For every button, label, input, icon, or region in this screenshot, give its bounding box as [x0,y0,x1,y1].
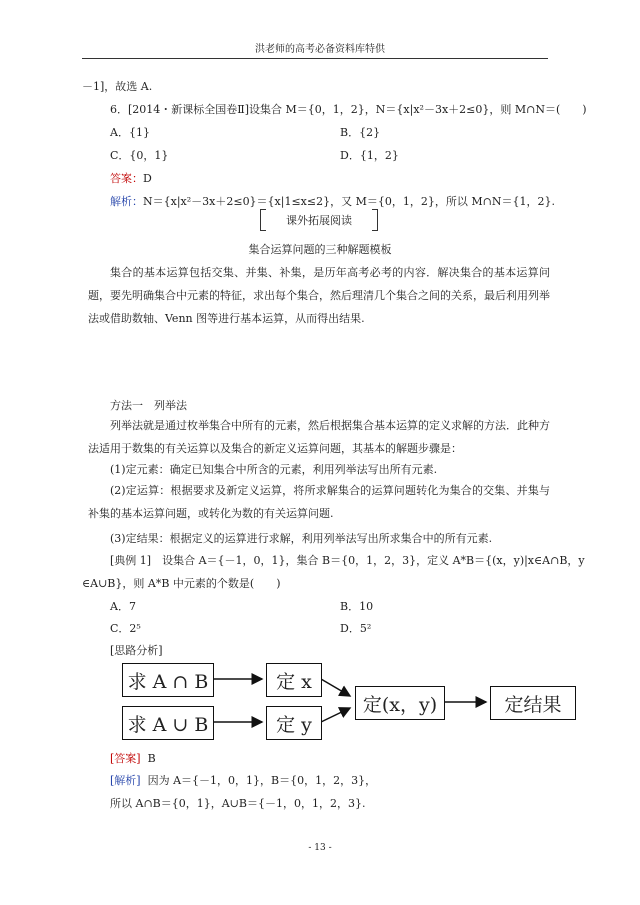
extension-intro: 集合的基本运算包括交集、并集、补集，是历年高考必考的内容．解决集合的基本运算问题，要先明确集合中元素的特征，求出每个集合，然后理清几个集合之间的关系，最后利用列举法或借助数轴、Venn 图等进行基本运算，从而得出结果. [88,266,550,325]
answer-label: 答案： [110,172,143,185]
example-1-line-2: ∈A∪B}，则 A*B 中元素的个数是( ) [82,577,281,590]
q6-option-b: B．{2} [340,126,381,139]
page-header: 洪老师的高考必备资料库特供 [255,44,385,55]
solution-answer [110,750,156,766]
analysis-text: N＝{x|x²－3x＋2≤0}＝{x|1≤x≤2}，又 M＝{0，1，2}，所以 M∩N＝{1，2}. [143,195,555,208]
extension-title: 集合运算问题的三种解题模板 [248,243,392,256]
solution-analysis-line-1 [110,772,376,788]
flow-box-union: 求 A ∪ B [122,706,214,740]
flow-box-intersection: 求 A ∩ B [122,663,214,697]
question-6-stem: 6．[2014・新课标全国卷Ⅱ]设集合 M＝{0，1，2}，N＝{x|x²－3x＋2≤0}，则 M∩N＝( ) [110,103,587,116]
method-step-1: (1)定元素：确定已知集合中所含的元素，利用列举法写出所有元素. [110,463,438,476]
method-description: 列举法就是通过枚举集合中所有的元素，然后根据集合基本运算的定义求解的方法．此种方法适用于数集的有关运算以及集合的新定义运算问题，其基本的解题步骤是： [88,419,550,455]
method-step-2: (2)定运算：根据要求及新定义运算，将所求解集合的运算问题转化为集合的交集、并集与补集的基本运算问题，或转化为数的有关运算问题. [88,484,550,520]
analysis-label: 解析： [110,195,143,208]
example-1-line-1: [典例 1] 设集合 A＝{－1，0，1}，集合 B＝{0，1，2，3}，定义 A*B＝{(x，y)|x∈A∩B，y [110,554,585,567]
q6-option-d: D．{1，2} [340,149,399,162]
example-option-d: D．5² [340,622,372,635]
q6-option-a: A．{1} [110,126,150,139]
flow-box-fix-y: 定 y [266,706,322,740]
solution-analysis-label: [解析] [110,774,141,787]
example-option-a: A．7 [110,600,136,613]
example-option-c: C．2⁵ [110,622,141,635]
thinking-label: [思路分析] [110,644,163,657]
flow-box-result: 定结果 [490,686,576,720]
solution-answer-label: [答案] [110,752,141,765]
page-number: - 13 - [308,843,332,853]
example-option-b: B．10 [340,600,374,613]
method-title: 方法一 列举法 [110,399,187,412]
arrow-y-to-pair [321,708,350,722]
flow-box-pair: 定(x，y) [355,686,445,720]
q6-option-c: C．{0，1} [110,149,169,162]
extension-box-label: 课外拓展阅读 [286,214,352,227]
arrow-x-to-pair [321,679,350,696]
previous-answer-tail: －1]，故选 A. [82,80,153,93]
solution-analysis-text-1: 因为 A＝{－1，0，1}，B＝{0，1，2，3}， [147,774,377,787]
flow-box-fix-x: 定 x [266,663,322,697]
solution-answer-value: B [147,752,156,765]
solution-analysis-line-2: 所以 A∩B＝{0，1}，A∪B＝{－1，0，1，2，3}. [110,797,366,810]
answer-value: D [143,172,152,185]
method-step-3: (3)定结果：根据定义的运算进行求解，利用列举法写出所求集合中的所有元素. [110,532,493,545]
